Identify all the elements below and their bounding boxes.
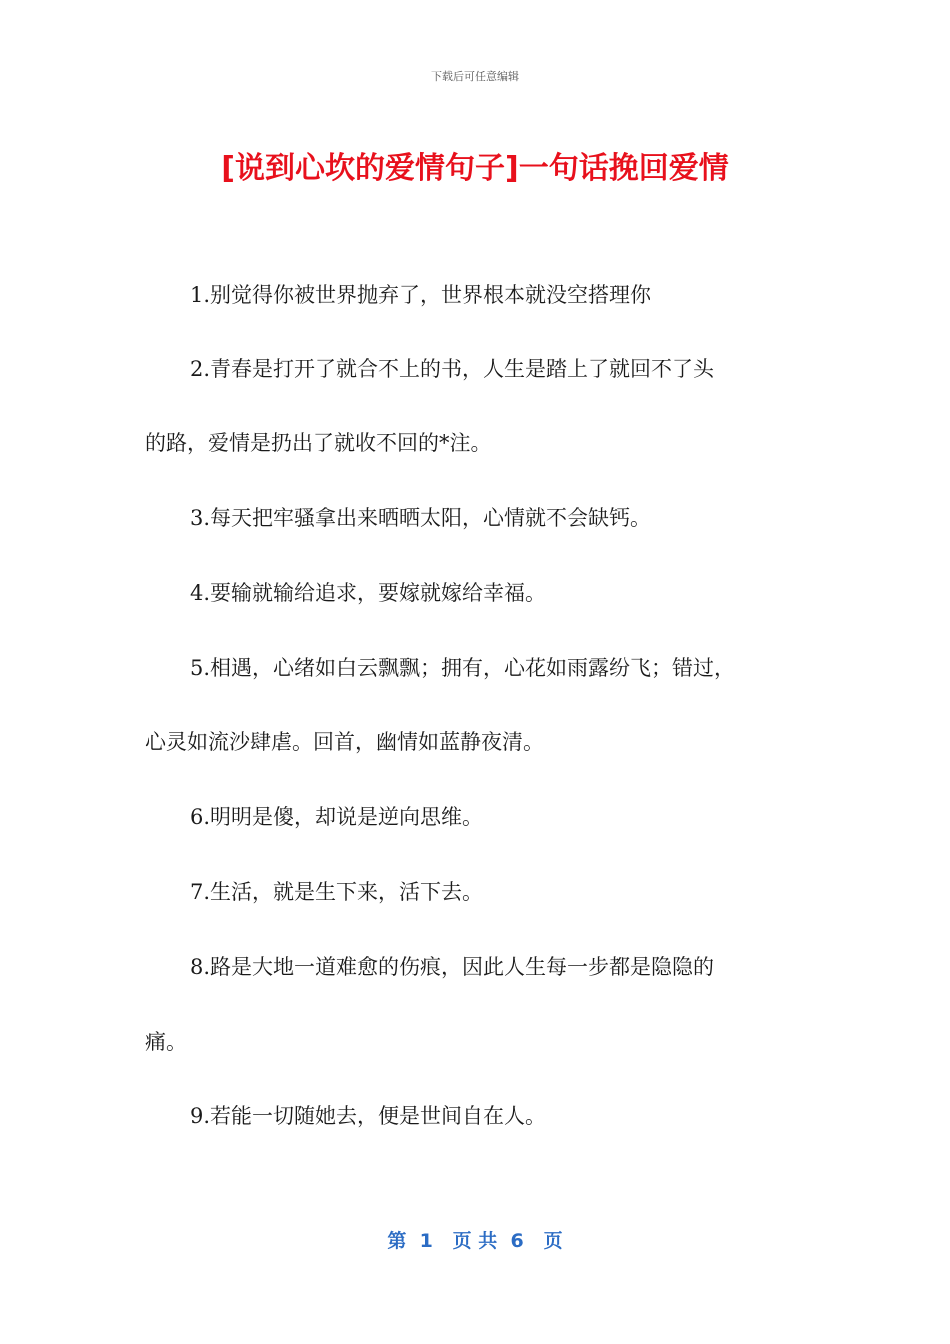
document-title: [说到心坎的爱情句子]一句话挽回爱情 [221,151,729,186]
paragraph-line: 4.要输就输给追求，要嫁就嫁给幸福。 [190,581,547,605]
paragraph-line: 8.路是大地一道难愈的伤痕，因此人生每一步都是隐隐的 [190,955,715,979]
paragraph-line: 痛。 [145,1030,187,1054]
paragraph-line: 的路，爱情是扔出了就收不回的*注。 [145,431,492,455]
paragraph-line: 7.生活，就是生下来，活下去。 [190,880,484,904]
paragraph-line: 3.每天把牢骚拿出来晒晒太阳，心情就不会缺钙。 [190,506,652,530]
paragraph-line: 2.青春是打开了就合不上的书，人生是踏上了就回不了头 [190,357,715,381]
paragraph-line: 5.相遇，心绪如白云飘飘；拥有，心花如雨露纷飞；错过， [190,656,736,680]
header-note: 下载后可任意编辑 [431,70,519,83]
paragraph-line: 9.若能一切随她去，便是世间自在人。 [190,1104,547,1128]
page-footer: 第 1 页 共 6 页 [387,1230,563,1252]
paragraph-line: 心灵如流沙肆虐。回首，幽情如蓝静夜清。 [145,730,544,754]
paragraph-line: 1.别觉得你被世界抛弃了，世界根本就没空搭理你 [190,283,652,307]
paragraph-line: 6.明明是傻，却说是逆向思维。 [190,805,484,829]
